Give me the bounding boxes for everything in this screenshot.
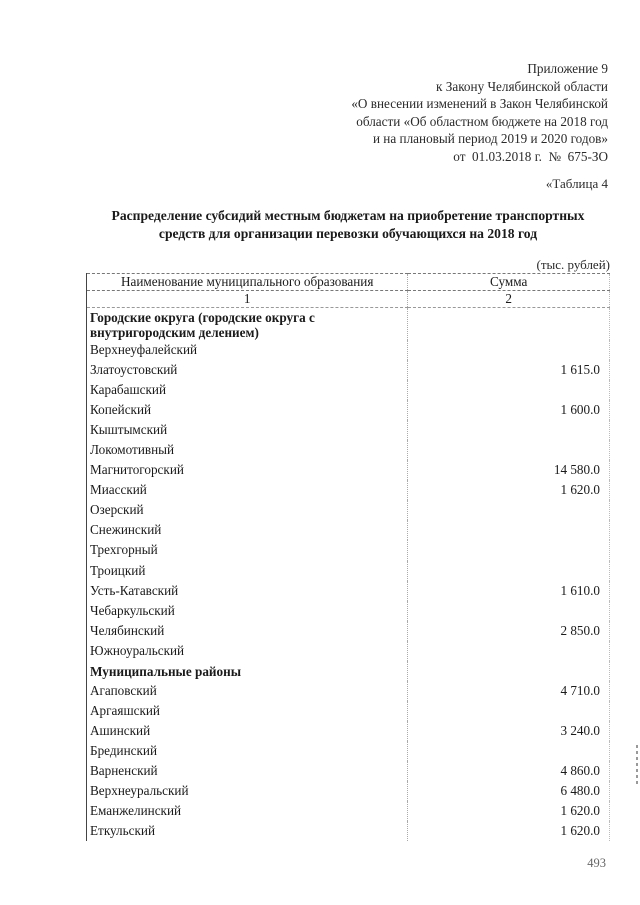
municipality-name: Озерский	[87, 500, 408, 520]
page-number: 493	[587, 856, 606, 870]
municipality-name: Магнитогорский	[87, 460, 408, 480]
subsidy-amount	[408, 520, 610, 540]
table-row	[87, 721, 610, 741]
subsidy-amount	[408, 308, 610, 341]
table-row	[87, 360, 610, 380]
table-row	[87, 400, 610, 420]
subsidy-amount	[408, 661, 610, 681]
table-row	[87, 440, 610, 460]
table-row	[87, 500, 610, 520]
table-row	[87, 681, 610, 701]
appendix-line: к Закону Челябинской области	[436, 78, 608, 94]
table-row	[87, 540, 610, 560]
column-number-row	[87, 291, 610, 308]
municipality-name: Челябинский	[87, 621, 408, 641]
municipality-name: Чебаркульский	[87, 601, 408, 621]
column-number: 2	[408, 291, 610, 308]
municipality-name: Локомотивный	[87, 440, 408, 460]
subsidy-amount: 2 850.0	[408, 621, 610, 641]
subsidy-amount: 1 620.0	[408, 821, 610, 841]
appendix-header	[351, 60, 608, 165]
municipality-name: Карабашский	[87, 380, 408, 400]
units-label: (тыс. рублей)	[536, 257, 610, 272]
subsidy-amount: 1 615.0	[408, 360, 610, 380]
municipality-name: Ашинский	[87, 721, 408, 741]
table-row	[87, 761, 610, 781]
subsidy-amount	[408, 641, 610, 661]
table-row	[87, 701, 610, 721]
column-header-name: Наименование муниципального образования	[87, 274, 408, 291]
subsidy-amount	[408, 540, 610, 560]
table-row	[87, 520, 610, 540]
appendix-line: от 01.03.2018 г. № 675-ЗО	[453, 148, 608, 164]
table-row	[87, 480, 610, 500]
table-label: «Таблица 4	[545, 176, 608, 191]
table-row	[87, 821, 610, 841]
subsidy-amount: 1 620.0	[408, 480, 610, 500]
table-row	[87, 460, 610, 480]
municipality-name: Еткульский	[87, 821, 408, 841]
table-row	[87, 641, 610, 661]
municipality-name: Муниципальные районы	[87, 661, 408, 681]
subsidy-amount	[408, 741, 610, 761]
subsidy-amount	[408, 701, 610, 721]
column-header-amount: Сумма	[408, 274, 610, 291]
appendix-line: и на плановый период 2019 и 2020 годов»	[372, 131, 608, 146]
municipality-name: Снежинский	[87, 520, 408, 540]
municipality-name: Городские округа (городские округа с внутригородским делением)	[87, 308, 408, 341]
municipality-name: Миасский	[87, 480, 408, 500]
appendix-line: Приложение 9	[527, 61, 608, 76]
municipality-name: Брединский	[87, 741, 408, 761]
municipality-name: Аргаяшский	[87, 701, 408, 721]
municipality-name: Копейский	[87, 400, 408, 420]
subsidy-amount: 4 860.0	[408, 761, 610, 781]
subsidy-amount	[408, 500, 610, 520]
document-title: Распределение субсидий местным бюджетам на приобретение транспортных средств для организации перевозки обучающихся на 2018 год	[111, 208, 585, 241]
municipality-name: Варненский	[87, 761, 408, 781]
column-number: 1	[87, 291, 408, 308]
table-row	[87, 340, 610, 360]
municipality-name: Трехгорный	[87, 540, 408, 560]
subsidy-amount	[408, 380, 610, 400]
municipality-name: Троицкий	[87, 561, 408, 581]
table-row	[87, 741, 610, 761]
subsidy-amount: 1 620.0	[408, 801, 610, 821]
table-row	[87, 581, 610, 601]
subsidy-amount	[408, 561, 610, 581]
subsidy-amount	[408, 601, 610, 621]
subsidy-amount	[408, 340, 610, 360]
table-row	[87, 601, 610, 621]
municipality-name: Южноуральский	[87, 641, 408, 661]
table-row	[87, 380, 610, 400]
subsidy-amount: 3 240.0	[408, 721, 610, 741]
table-row	[87, 801, 610, 821]
subsidy-amount	[408, 440, 610, 460]
municipality-name: Верхнеуфалейский	[87, 340, 408, 360]
table-row	[87, 621, 610, 641]
subsidy-amount: 14 580.0	[408, 460, 610, 480]
table-header-row	[87, 274, 610, 291]
subsidy-amount	[408, 420, 610, 440]
table-row	[87, 781, 610, 801]
municipality-name: Златоустовский	[87, 360, 408, 380]
subsidy-amount: 1 600.0	[408, 400, 610, 420]
municipality-name: Усть-Катавский	[87, 581, 408, 601]
table-row	[87, 561, 610, 581]
subsidy-amount: 6 480.0	[408, 781, 610, 801]
table-group-row	[87, 661, 610, 681]
appendix-line: области «Об областном бюджете на 2018 год	[356, 113, 608, 129]
municipality-name: Верхнеуральский	[87, 781, 408, 801]
municipality-name: Агаповский	[87, 681, 408, 701]
scan-artifact	[636, 745, 638, 785]
appendix-line: «О внесении изменений в Закон Челябинской	[351, 96, 608, 111]
municipality-name: Кыштымский	[87, 420, 408, 440]
table-row	[87, 420, 610, 440]
subsidy-amount: 4 710.0	[408, 681, 610, 701]
subsidy-table	[86, 273, 610, 841]
table-group-row	[87, 308, 610, 341]
municipality-name: Еманжелинский	[87, 801, 408, 821]
subsidy-amount: 1 610.0	[408, 581, 610, 601]
